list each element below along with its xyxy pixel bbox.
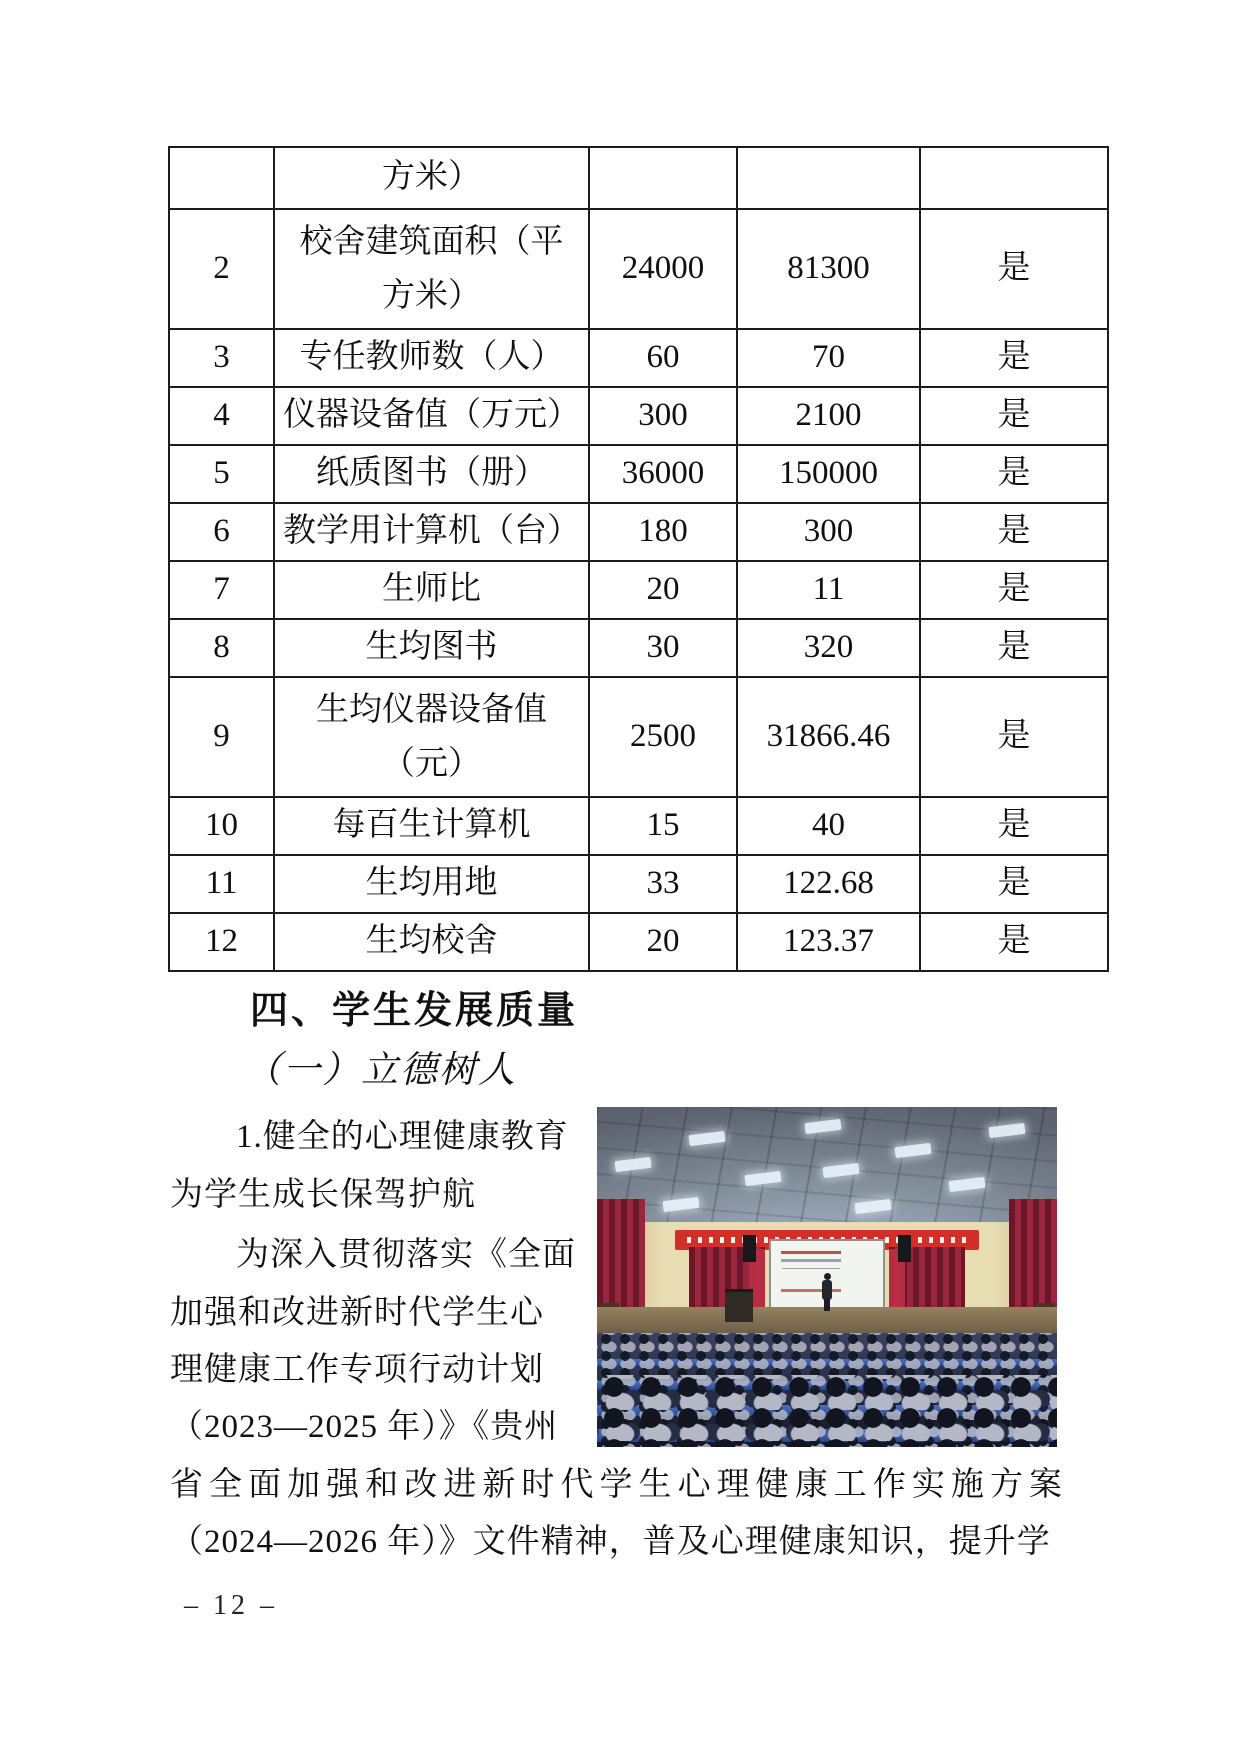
cell-compliant: 是 bbox=[920, 209, 1108, 329]
cell-name: 生均图书 bbox=[274, 619, 589, 677]
cell-no: 8 bbox=[169, 619, 274, 677]
cell-no: 12 bbox=[169, 913, 274, 971]
cell-no: 2 bbox=[169, 209, 274, 329]
cell-actual: 40 bbox=[737, 797, 920, 855]
cell-standard: 30 bbox=[589, 619, 737, 677]
photo-speaker-box bbox=[898, 1235, 911, 1262]
cell-name: 仪器设备值（万元） bbox=[274, 387, 589, 445]
cell-compliant: 是 bbox=[920, 561, 1108, 619]
cell-standard: 300 bbox=[589, 387, 737, 445]
cell-standard: 15 bbox=[589, 797, 737, 855]
cell-compliant: 是 bbox=[920, 677, 1108, 797]
cell-standard: 180 bbox=[589, 503, 737, 561]
ceiling-light bbox=[822, 1163, 859, 1178]
cell-name bbox=[274, 209, 589, 329]
cell-actual: 11 bbox=[737, 561, 920, 619]
indicators-table bbox=[168, 146, 1109, 972]
cell-name: 纸质图书（册） bbox=[274, 445, 589, 503]
body-text-line: 为深入贯彻落实《全面 bbox=[236, 1237, 576, 1273]
page-number: – 12 – bbox=[184, 1590, 278, 1621]
cell-no: 9 bbox=[169, 677, 274, 797]
table-row bbox=[169, 329, 1108, 387]
ceiling-light bbox=[894, 1143, 931, 1158]
ceiling-light bbox=[988, 1123, 1025, 1138]
cell-name: 教学用计算机（台） bbox=[274, 503, 589, 561]
photo-podium bbox=[725, 1289, 753, 1322]
table-row bbox=[169, 855, 1108, 913]
auditorium-photo bbox=[597, 1107, 1057, 1447]
cell-no: 6 bbox=[169, 503, 274, 561]
cell-standard: 60 bbox=[589, 329, 737, 387]
cell-no: 5 bbox=[169, 445, 274, 503]
ceiling-light bbox=[688, 1131, 725, 1146]
table-row bbox=[169, 147, 1108, 209]
cell-name: 每百生计算机 bbox=[274, 797, 589, 855]
cell-no: 7 bbox=[169, 561, 274, 619]
body-text-line: 理健康工作专项行动计划 bbox=[170, 1352, 544, 1388]
table-row bbox=[169, 209, 1108, 329]
presenter-head bbox=[824, 1273, 831, 1280]
cell-compliant: 是 bbox=[920, 797, 1108, 855]
ceiling-light bbox=[744, 1171, 781, 1186]
cell-standard: 33 bbox=[589, 855, 737, 913]
presenter-body bbox=[822, 1280, 832, 1300]
cell-actual bbox=[737, 147, 920, 209]
cell-compliant: 是 bbox=[920, 387, 1108, 445]
cell-no bbox=[169, 147, 274, 209]
table-row bbox=[169, 797, 1108, 855]
body-text-line: （2024—2026 年）》文件精神，普及心理健康知识，提升学 bbox=[170, 1524, 1051, 1560]
table-row bbox=[169, 619, 1108, 677]
cell-no: 3 bbox=[169, 329, 274, 387]
table-row bbox=[169, 503, 1108, 561]
body-text-line: 省全面加强和改进新时代学生心理健康工作实施方案 bbox=[170, 1467, 1063, 1503]
photo-ceiling bbox=[597, 1107, 1057, 1227]
ceiling-light bbox=[948, 1177, 985, 1192]
table-row bbox=[169, 445, 1108, 503]
cell-name-line: 生均仪器设备值 bbox=[316, 692, 547, 728]
cell-compliant: 是 bbox=[920, 913, 1108, 971]
cell-name: 生均校舍 bbox=[274, 913, 589, 971]
ceiling-light bbox=[804, 1119, 841, 1134]
cell-name: 专任教师数（人） bbox=[274, 329, 589, 387]
cell-compliant bbox=[920, 147, 1108, 209]
cell-actual: 81300 bbox=[737, 209, 920, 329]
cell-name: 生师比 bbox=[274, 561, 589, 619]
table-row bbox=[169, 913, 1108, 971]
section-heading: 四、学生发展质量 bbox=[250, 990, 579, 1032]
cell-compliant: 是 bbox=[920, 329, 1108, 387]
body-text-line: 为学生成长保驾护航 bbox=[170, 1177, 476, 1213]
cell-no: 11 bbox=[169, 855, 274, 913]
ceiling-light bbox=[854, 1199, 891, 1214]
cell-name-line: 校舍建筑面积（平 bbox=[299, 224, 564, 260]
sub-heading: （一）立德树人 bbox=[244, 1050, 517, 1091]
cell-compliant: 是 bbox=[920, 619, 1108, 677]
cell-name bbox=[274, 677, 589, 797]
table-row bbox=[169, 677, 1108, 797]
cell-actual: 150000 bbox=[737, 445, 920, 503]
cell-compliant: 是 bbox=[920, 445, 1108, 503]
photo-audience-heads-front bbox=[597, 1375, 1057, 1447]
body-text-line: 1.健全的心理健康教育 bbox=[236, 1119, 569, 1155]
cell-standard: 24000 bbox=[589, 209, 737, 329]
photo-presenter bbox=[821, 1273, 833, 1311]
cell-actual: 70 bbox=[737, 329, 920, 387]
cell-actual: 320 bbox=[737, 619, 920, 677]
cell-name-line: 方米） bbox=[382, 278, 481, 314]
cell-standard bbox=[589, 147, 737, 209]
cell-actual: 123.37 bbox=[737, 913, 920, 971]
ceiling-light bbox=[614, 1157, 651, 1172]
photo-speaker-box bbox=[743, 1235, 756, 1262]
table-row bbox=[169, 387, 1108, 445]
cell-standard: 36000 bbox=[589, 445, 737, 503]
presenter-legs bbox=[824, 1299, 830, 1311]
cell-actual: 122.68 bbox=[737, 855, 920, 913]
cell-actual: 2100 bbox=[737, 387, 920, 445]
cell-standard: 20 bbox=[589, 913, 737, 971]
cell-actual: 31866.46 bbox=[737, 677, 920, 797]
cell-compliant: 是 bbox=[920, 855, 1108, 913]
cell-no: 4 bbox=[169, 387, 274, 445]
cell-standard: 2500 bbox=[589, 677, 737, 797]
cell-standard: 20 bbox=[589, 561, 737, 619]
cell-actual: 300 bbox=[737, 503, 920, 561]
body-text-line: （2023—2025 年）》《贵州 bbox=[170, 1409, 559, 1445]
cell-name-line: （元） bbox=[382, 746, 481, 782]
cell-no: 10 bbox=[169, 797, 274, 855]
body-text-line: 加强和改进新时代学生心 bbox=[170, 1295, 544, 1331]
cell-compliant: 是 bbox=[920, 503, 1108, 561]
cell-name: 方米） bbox=[274, 147, 589, 209]
cell-name: 生均用地 bbox=[274, 855, 589, 913]
table-row bbox=[169, 561, 1108, 619]
ceiling-light bbox=[662, 1197, 699, 1212]
